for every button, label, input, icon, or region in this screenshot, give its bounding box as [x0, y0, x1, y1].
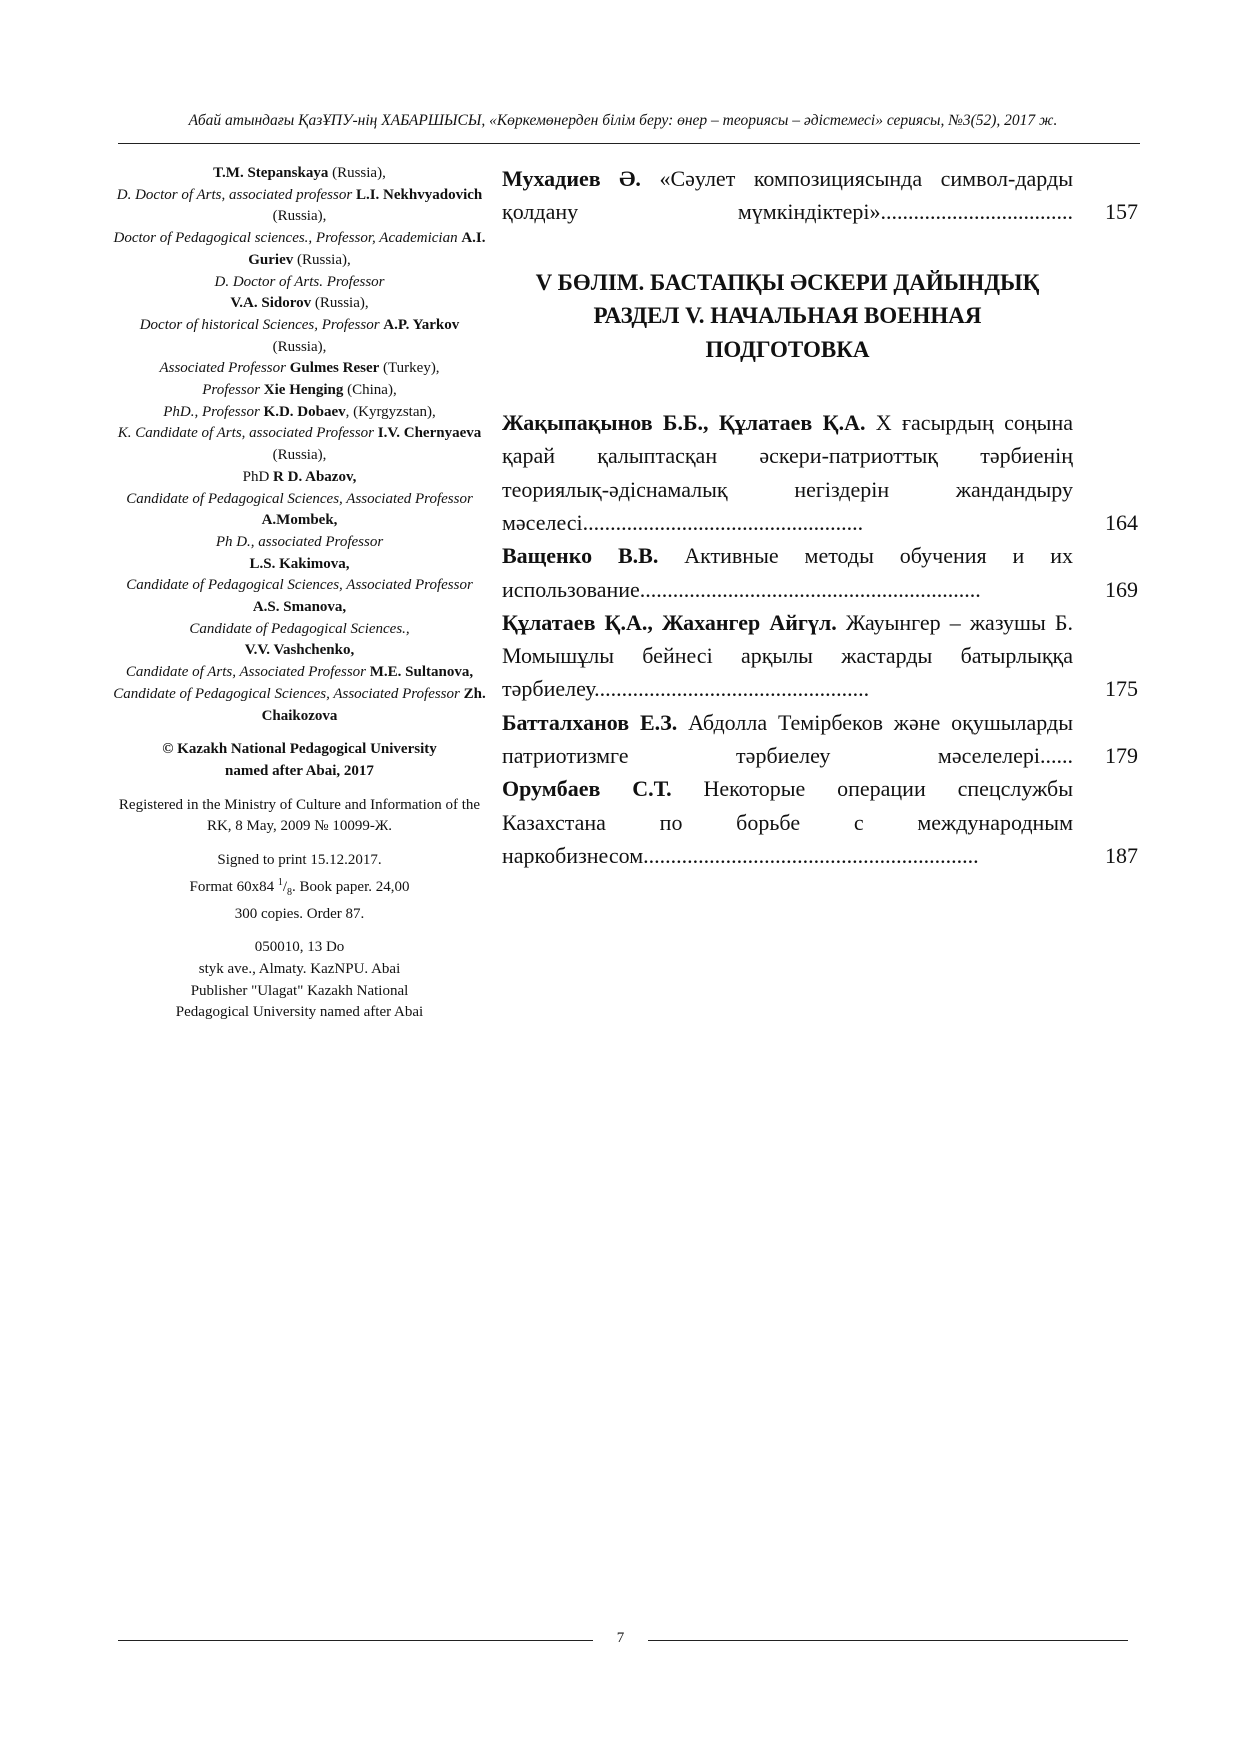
toc-entry[interactable]	[502, 406, 1138, 539]
editorial-board-column	[112, 163, 487, 1024]
board-line: V.V. Vashchenko,	[244, 642, 355, 659]
toc-entry[interactable]	[502, 606, 1138, 706]
board-line: L.S. Kakimova,	[249, 555, 350, 572]
toc-page-number: 179	[1105, 743, 1138, 769]
toc-title: Абдолла Темірбеков және оқушыларды патриотизмге тәрбиелеу мәселелері......	[502, 709, 1073, 769]
board-line: Associated Professor Gulmes Reser (Turkey),	[159, 360, 440, 377]
signed-to-print: Signed to print 15.12.2017.	[217, 852, 382, 869]
board-line: PhD R D. Abazov,	[242, 468, 357, 485]
toc-author: Орумбаев С.Т.	[502, 776, 672, 802]
footer-divider-left	[118, 1640, 593, 1641]
toc-entry[interactable]	[502, 539, 1138, 606]
board-line: Candidate of Pedagogical Sciences, Associated Professor A.Mombek,	[126, 490, 473, 529]
board-line: K. Candidate of Arts, associated Professor I.V. Chernyaeva (Russia),	[117, 425, 482, 464]
toc-page-number: 157	[1105, 199, 1138, 225]
toc-entry[interactable]	[502, 772, 1138, 872]
address-line: styk ave., Almaty. KazNPU. Abai	[198, 960, 401, 977]
board-line: Doctor of Pedagogical sciences., Professor, Academician A.I. Guriev (Russia),	[113, 230, 486, 268]
footer-divider-right	[648, 1640, 1128, 1641]
toc-title: Некоторые операции спецслужбы Казахстана по борьбе с международным наркобизнесом.............................................................	[502, 776, 1073, 868]
table-of-contents	[502, 162, 1138, 872]
toc-title: «Сәулет композициясында символ-дарды қолдану мүмкіндіктері»...................................	[502, 166, 1073, 225]
print-details	[112, 850, 487, 925]
toc-page-number: 187	[1105, 842, 1138, 868]
format-line: Format 60x84 $^1/_8$. Book paper. 24,00	[189, 876, 410, 898]
toc-entry[interactable]	[502, 706, 1138, 773]
toc-page-number: 169	[1105, 576, 1138, 602]
toc-author: Ващенко В.В.	[502, 543, 659, 569]
board-line: Ph D., associated Professor	[215, 533, 384, 550]
page-number: 7	[616, 1630, 625, 1646]
board-line: D. Doctor of Arts. Professor	[214, 273, 385, 290]
toc-title: Жауынгер – жазушы Б. Момышұлы бейнесі арқылы жастарды батырлыққа тәрбиелеу..................................................	[502, 609, 1073, 702]
toc-author: Құлатаев Қ.А., Жахангер Айгүл.	[502, 609, 837, 635]
toc-title: Х ғасырдың соңына қарай қалыптасқан әскери-патриоттық тәрбиенің теориялық-әдіснамалық негіздерін жандандыру мәселесі...................................................	[502, 410, 1073, 535]
toc-page-number: 175	[1105, 676, 1138, 702]
publisher-address	[112, 937, 487, 1024]
board-line: Candidate of Pedagogical Sciences, Associated Professor Zh. Chaikozova	[113, 685, 486, 724]
running-header: Абай атындағы ҚазҰПУ-нің ХАБАРШЫСЫ, «Көркемөнерден білім беру: өнер – теориясы – әдістемесі» сериясы, №3(52), 2017 ж.	[188, 112, 1058, 129]
board-line: Professor Xie Henging (China),	[202, 382, 397, 399]
toc-entry[interactable]	[502, 162, 1138, 229]
board-line: PhD., Professor K.D. Dobaev, (Kyrgyzstan),	[163, 403, 436, 420]
board-line: Candidate of Arts, Associated Professor M.E. Sultanova,	[125, 664, 474, 681]
board-line: D. Doctor of Arts, associated professor L.I. Nekhvyadovich (Russia),	[116, 186, 483, 225]
toc-title: Активные методы обучения и их использование..............................................................	[502, 543, 1073, 602]
registration-note: Registered in the Ministry of Culture and Information of the RK, 8 May, 2009 № 10099-Ж.	[118, 796, 481, 835]
header-divider	[118, 143, 1140, 144]
section-heading: V БӨЛІМ. БАСТАПҚЫ ӘСКЕРИ ДАЙЫНДЫҚ РАЗДЕЛ V. НАЧАЛЬНАЯ ВОЕННАЯ ПОДГОТОВКА	[535, 269, 1040, 362]
address-line: Publisher "Ulagat" Kazakh National	[190, 982, 409, 999]
toc-author: Мухадиев Ә.	[502, 166, 641, 191]
board-line: Candidate of Pedagogical Sciences.,	[189, 620, 410, 637]
toc-author: Жақыпақынов Б.Б., Құлатаев Қ.А.	[502, 410, 866, 436]
board-line: V.A. Sidorov (Russia),	[230, 295, 369, 312]
toc-author: Батталханов Е.З.	[502, 709, 678, 735]
board-line: Candidate of Pedagogical Sciences, Associated Professor A.S. Smanova,	[126, 577, 473, 616]
address-line: Pedagogical University named after Abai	[175, 1004, 424, 1021]
board-line: T.M. Stepanskaya (Russia),	[213, 165, 386, 181]
address-line: 050010, 13 Do	[254, 939, 345, 956]
copyright-line: © Kazakh National Pedagogical University named after Abai, 2017	[162, 741, 437, 779]
board-line: Doctor of historical Sciences, Professor A.P. Yarkov (Russia),	[139, 316, 460, 355]
copies-line: 300 copies. Order 87.	[234, 905, 365, 922]
toc-page-number: 164	[1105, 509, 1138, 535]
